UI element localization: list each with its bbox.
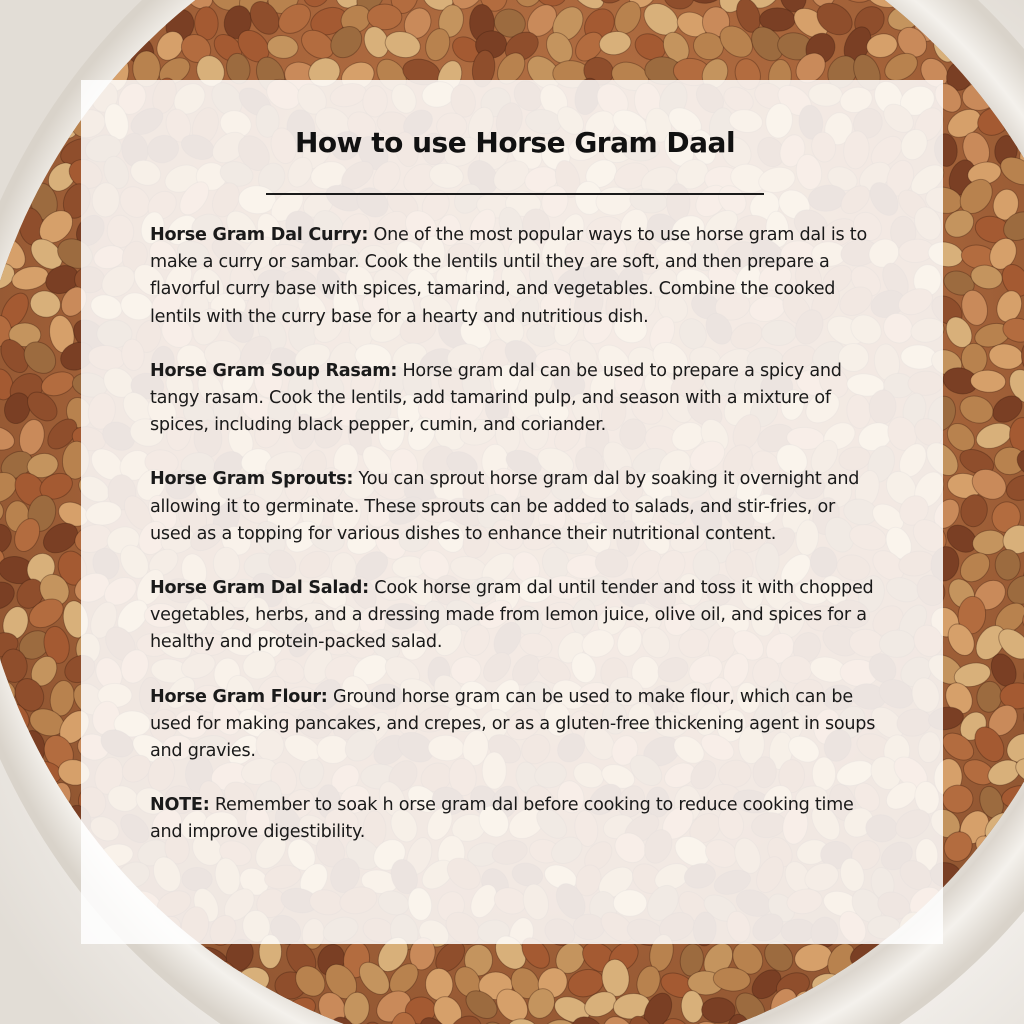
usage-text: You can sprout horse gram dal by soaking it overnight and allowing it to germinate. These sprouts can be added to salads, and stir-fries, or used as a topping for various dishes to enhance their nutritional content. xyxy=(150,469,860,544)
info-card xyxy=(81,80,943,944)
lentil xyxy=(956,392,997,428)
lentil xyxy=(11,115,50,139)
lentil xyxy=(367,4,402,30)
lentil xyxy=(970,369,1006,393)
lentil xyxy=(0,422,17,454)
info-card-content xyxy=(150,120,880,874)
usage-heading: Horse Gram Dal Salad: xyxy=(150,578,369,599)
lentil xyxy=(0,734,15,766)
usage-list xyxy=(150,222,880,847)
lentil xyxy=(266,34,299,60)
usage-text: Ground horse gram can be used to make flour, which can be used for making pancakes, and crepes, or as a gluten-free thickening agent in soups and gravies. xyxy=(150,686,876,762)
usage-text: Horse gram dal can be used to prepare a spicy and tangy rasam. Cook the lentils, add tamarind pulp, and season with a mixture of spices, including black pepper, cumin, and coriander. xyxy=(150,360,842,436)
usage-heading: Horse Gram Flour: xyxy=(150,686,328,707)
title-divider xyxy=(266,193,764,195)
usage-item-salad xyxy=(150,575,880,657)
usage-item-sprouts xyxy=(150,466,880,548)
lentil xyxy=(160,943,195,974)
lentil xyxy=(995,549,1020,580)
usage-heading: Horse Gram Sprouts: xyxy=(150,469,354,490)
usage-heading: Horse Gram Soup Rasam: xyxy=(150,360,398,381)
usage-text: Cook horse gram dal until tender and toss it with chopped vegetables, herbs, and a dressing made from lemon juice, olive oil, and spices for a healthy and protein-packed salad. xyxy=(150,578,874,653)
usage-item-curry xyxy=(150,222,880,331)
usage-item-flour xyxy=(150,684,880,766)
usage-item-rasam xyxy=(150,358,880,440)
page-title: How to use Horse Gram Daal xyxy=(294,126,736,159)
usage-heading: Horse Gram Dal Curry: xyxy=(150,225,369,245)
usage-text: One of the most popular ways to use horse gram dal is to make a curry or sambar. Cook the lentils until they are soft, and then prepare a flavorful curry base with spices, tamarind, and vegetables. Combine the cooked lentils with the curry base for a hearty and nutritious dish. xyxy=(150,225,867,327)
lentil xyxy=(424,967,453,1001)
usage-item-note xyxy=(150,792,880,846)
note-text: Remember to soak h orse gram dal before cooking to reduce cooking time and improve digestibility. xyxy=(150,795,854,843)
note-heading: NOTE: xyxy=(150,795,210,816)
